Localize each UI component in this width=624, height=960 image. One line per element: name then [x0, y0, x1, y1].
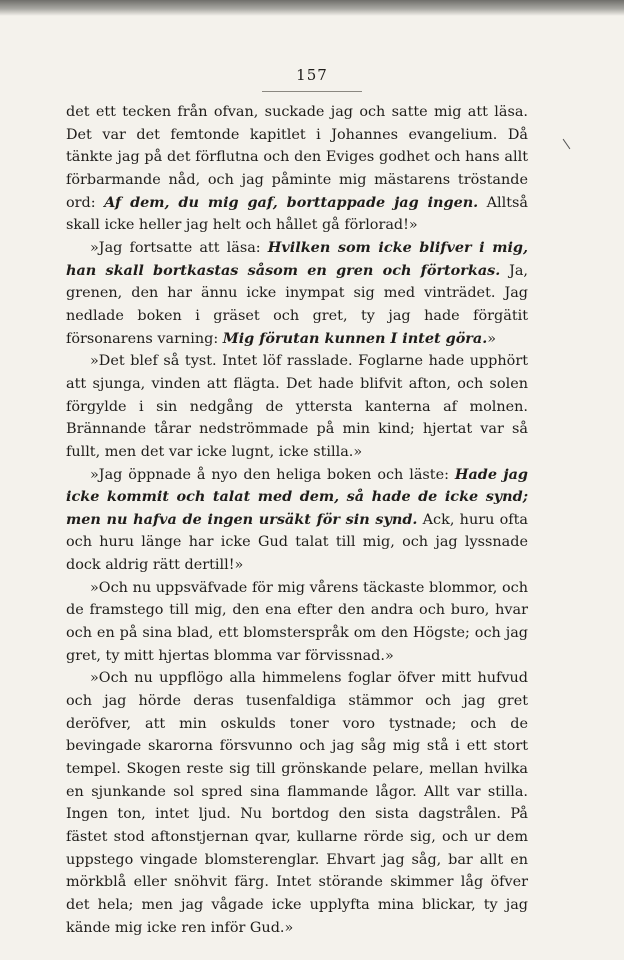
paragraph-5 [66, 577, 528, 668]
text-run: »Och nu uppflögo alla himmelens foglar öfver mitt hufvud och jag hörde deras tusenfaldiga stämmor och jag gret deröfver, att min oskulds toner voro tystnade; och de bevingade skarorna försvunno och jag såg mig stå i ett stort tempel. Skogen reste sig till grönskande pelare, mellan hvilka en sjunkande sol spred sina flammande lågor. Allt var stilla. Ingen ton, intet ljud. Nu bortdog den sista dagstrålen. På fästet stod aftonstjernan qvar, kullarne rörde sig, och ur dem uppstego vingade blomsterenglar. Ehvart jag såg, bar allt en mörkblå eller snöhvit färg. Intet störande skimmer låg öfver det hela; men jag vågade icke upplyfta mina blickar, ty jag kände mig icke ren inför Gud.» [66, 670, 528, 936]
emphasis-run: Af dem, du mig gaf, borttappade jag ingen. [104, 193, 479, 211]
emphasis-run: Hvilken som icke blifver i mig, han skall bortkastas såsom en gren och förtorkas. [66, 238, 528, 279]
page-number-rule [262, 91, 362, 92]
emphasis-run: Mig förutan kunnen I intet göra. [222, 329, 488, 347]
paragraph-4 [66, 464, 528, 577]
text-run: Ack, huru ofta och huru länge har icke Gud talat till mig, och jag lyssnade dock aldrig rätt dertill!» [66, 511, 528, 574]
scan-top-edge [0, 0, 624, 16]
text-run: Ja, grenen, den har ännu icke inympat sig med vinträdet. Jag nedlade boken i gräset och gret, ty jag hade förgätit försonarens varning: [66, 262, 528, 347]
text-run: »Jag öppnade å nyo den heliga boken och läste: [90, 466, 455, 483]
text-run: det ett tecken från ofvan, suckade jag och satte mig att läsa. Det var det femtonde kapitlet i Johannes evangelium. Då tänkte jag på det förflutna och den Eviges godhet och hans allt förbarmande nåd, och jag påminte mig mästarens tröstande ord: [66, 104, 528, 211]
paragraph-2 [66, 237, 528, 350]
text-run: »Det blef så tyst. Intet löf rasslade. Foglarne hade upphört att sjunga, vinden att flägta. Det hade blifvit afton, och solen förgylde i sin nedgång de yttersta kanterna af molnen. Brännande tårar nedströmmade på min kind; hjertat var så fullt, men det var icke lugnt, icke stilla.» [66, 353, 528, 460]
paragraph-1 [66, 101, 528, 237]
text-run: Alltså skall icke heller jag helt och hållet gå förlorad!» [66, 194, 529, 234]
paragraph-3 [66, 350, 528, 463]
text-run: »Jag fortsatte att läsa: [90, 239, 268, 256]
emphasis-run: Hade jag icke kommit och talat med dem, så hade de icke synd; men nu hafva de ingen ursäkt för sin synd. [66, 465, 528, 528]
body-text [66, 101, 528, 939]
text-run: » [487, 330, 497, 347]
stray-mark [563, 139, 571, 149]
page-number: 157 [296, 66, 328, 84]
paragraph-6 [66, 667, 528, 939]
text-run: »Och nu uppsväfvade för mig vårens täckaste blommor, och de framstego till mig, den ena efter den andra och buro, hvar och en på sina blad, ett blomsterspråk om den Högste; och jag gret, ty mitt hjertas blomma var förvissnad.» [66, 579, 528, 664]
